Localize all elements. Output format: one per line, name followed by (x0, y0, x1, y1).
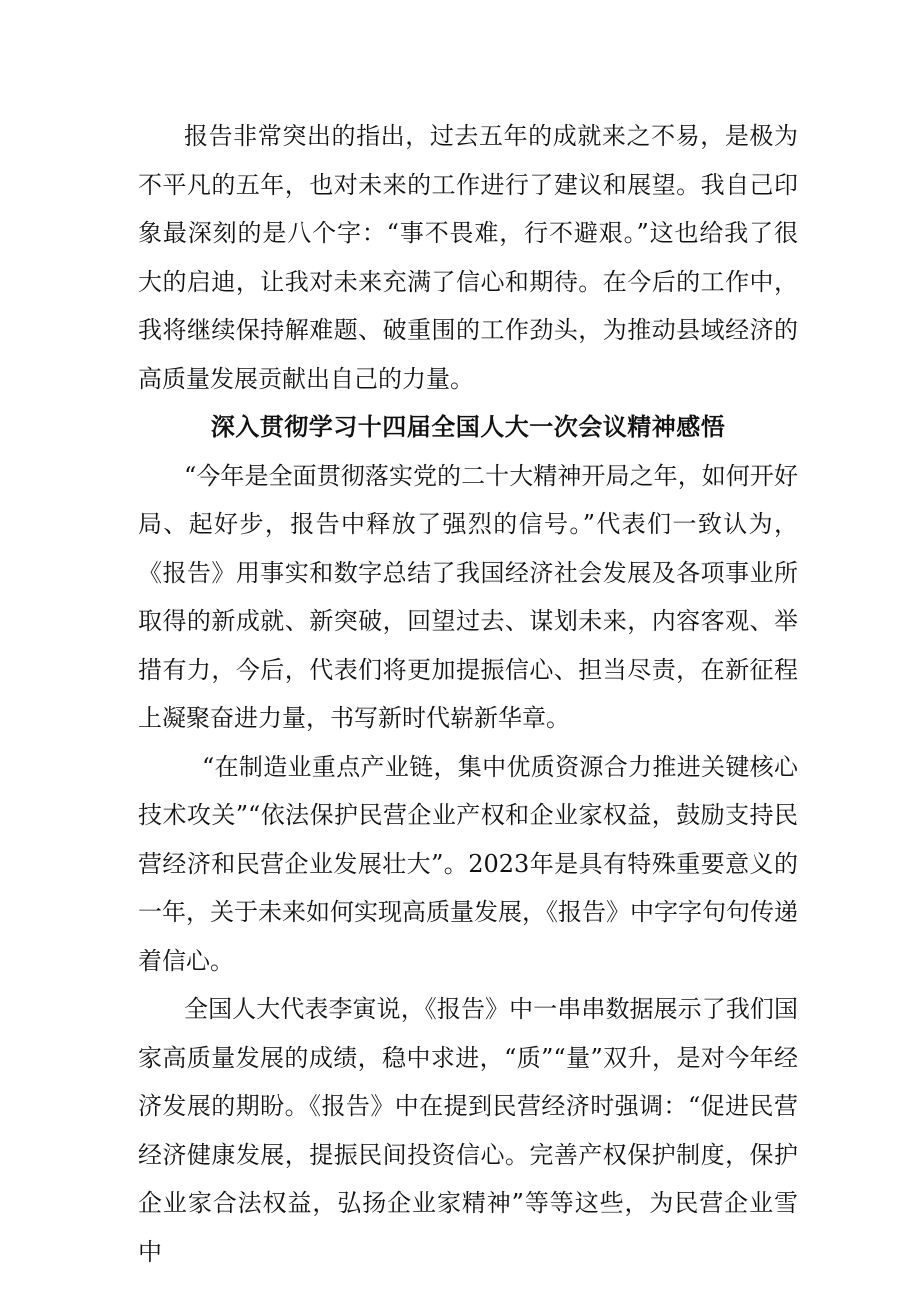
paragraph-3: 全国人大代表李寅说，《报告》中一串串数据展示了我们国家高质量发展的成绩，稳中求进，“质”“量”双升，是对今年经济发展的期盼。《报告》中在提到民营经济时强调：“促进民营经济健康发展，提振民间投资信心。完善产权保护制度，保护企业家合法权益，弘扬企业家精神”等等这些，为民营企业雪中 (138, 995, 798, 1266)
document-body (138, 112, 798, 1276)
section-heading: 深入贯彻学习十四届全国人大一次会议精神感悟 (210, 412, 726, 441)
paragraph-1: “今年是全面贯彻落实党的二十大精神开局之年，如何开好局、起好步，报告中释放了强烈的信号。”代表们一致认为，《报告》用事实和数字总结了我国经济社会发展及各项事业所取得的新成就、新突破，回望过去、谋划未来，内容客观、举措有力，今后，代表们将更加提振信心、担当尽责，在新征程上凝聚奋进力量，书写新时代崭新华章。 (138, 461, 798, 732)
paragraph-intro: 报告非常突出的指出，过去五年的成就来之不易，是极为不平凡的五年，也对未来的工作进行了建议和展望。我自己印象最深刻的是八个字：“事不畏难，行不避艰。”这也给我了很大的启迪，让我对未来充满了信心和期待。在今后的工作中，我将继续保持解难题、破重围的工作劲头，为推动县域经济的高质量发展贡献出自己的力量。 (138, 122, 798, 393)
paragraph-2: “在制造业重点产业链，集中优质资源合力推进关键核心技术攻关”“依法保护民营企业产权和企业家权益，鼓励支持民营经济和民营企业发展壮大”。2023年是具有特殊重要意义的一年，关于未来如何实现高质量发展，《报告》中字字句句传递着信心。 (138, 752, 798, 975)
